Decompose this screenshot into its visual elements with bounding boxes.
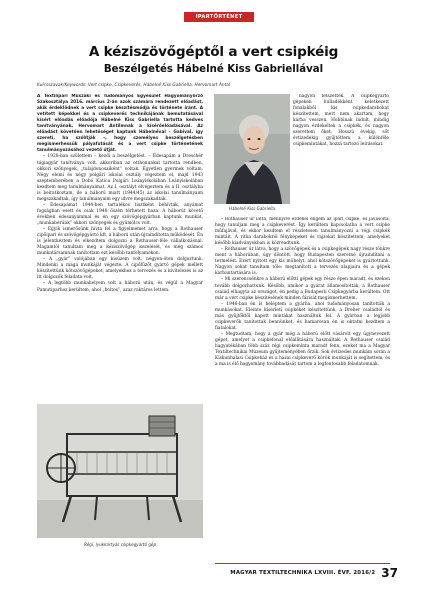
body-paragraph: – 1928-ban születtem – kezdi a beszélgetést. – Édesapám a Dreschér tágiagyár tanítványa volt, akkoriban az otthonunkat tartotta rendben, okkori szőnyegek, „tulajdonosaiként” voltak. Egyetlen gyermek voltam. Négy elemi és négy polgári iskolai osztály végeztem el, majd 1943 szeptemberében a Dobó Katica Polgári Leányiskolában Leányiskolában kezdtem meg tanulmányaimat. Az I. osztályt elvégeztem és a II. osztályba is beiratkoztam, de a háború miatt (1944/45) az iskolai tanulmányaim megszakadtak, így tanulmányaim egy idvre megszakadtak.	[37, 154, 203, 202]
machine-illustration	[37, 404, 203, 538]
section-tag: IPARTÖRTÉNET	[184, 12, 254, 22]
body-column-right-top	[293, 94, 389, 216]
body-column-left	[37, 94, 203, 399]
body-paragraph: – A „gyár” valójában egy kisüzem volt, négyen-öten dolgoztunk. Mindenki a maga munkáját végezte. A cipőfűzőt gyártó gépek mellett készítettünk kötszövőgépeket, amelyekhez a tervezés és a kivitelezés is az itt dolgozók feladata volt.	[37, 257, 203, 281]
body-paragraph: – A legtöbb munkahelyem volt a háború után, és végül a Magyar Pamutiparhoz kerültem, ahol „boltos”, azaz raktáros lettem.	[37, 281, 203, 293]
body-paragraph: – 1946-ban én is beléptem a gyárba, ahol tudományosan tanították a munkásokat. Eleinte kísérleti csipkéket készítettünk, a Dreher családtól és más gyűjtőktől kapott mintákat használtuk fel. A gyárban a legjobb csipkeverők tanítottak bennünket, és hamarosan én is oktatni kezdtem a fiatalokat.	[215, 301, 390, 331]
body-paragraph: – Megtudtam, hogy a gyár még a háború előtt vásárolt egy úgynevezett gépet, amelyet a csipkefonal előállítására használtak. A Rothauser család hagyatékában több száz régi csipkeminta maradt fenn, ezeket ma a Magyar Textiltechnikai Múzeum gyűjteményében őrzik. Sok évtizedes munkám során a Kiskunhalasi Csipkeház és a hazai csipkeverő körök munkáját is segítettem, és a ma is élő hagyomány továbbadását tartom a legfontosabb feladatomnak.	[215, 331, 390, 368]
footer-rule	[215, 563, 390, 564]
portrait-caption: Hábelné Kiss Gabriella	[228, 206, 276, 211]
machine-caption: Régi, lyukkártyás csipkegyártó gép	[83, 542, 157, 547]
body-paragraph: – Rothauser úr látta, mennyire érdekel engem az ipari csipke, és javasolta, hogy tanuljam meg a csipkeverést. Így kerültem kapcsolatba a vert csipke műfajával, és ekkor kezdtem el részletesen tanulmányozni a régi csipkék mintáit. A ritka darabokról fényképeket és rajzokat készítettem, amelyeket később kiadványokban is közreadtunk.	[215, 217, 390, 247]
page-footer	[230, 566, 398, 580]
machine-photo	[37, 404, 203, 538]
body-paragraph: nagyon tetszettek. A csipkegyártó gépeken hulladékként keletkezett fonalakból kis csipkedarabokat készítettem, mert nem akartam, hogy kárba vesszen. Hobbinak indult, mindig nagyon érdekeltek a csipkék, és nagyon szerettem őket. Hosszú évekig, sőt évtizedekig gyűjtöttem a különféle csipkemintákat, hozzá tartozó leírásokat.	[293, 94, 389, 148]
journal-name: MAGYAR TEXTILTECHNIKA LXVIII. ÉVF. 2016/2	[230, 570, 376, 576]
portrait-illustration	[214, 94, 290, 204]
article-title: A kéziszövőgéptől a vert csipkéig	[88, 44, 339, 60]
page-number: 37	[381, 566, 398, 580]
keywords-line: Kulcsszavak/Keywords: Vert csipke, Csipkeverés, Hábelné Kiss Gabriella, Hervomart Antal	[37, 83, 231, 88]
body-paragraph: – Rothauser úr látva, hogy a szövőgépek és a csipkegépek nagy része tönkre ment a háborúban, úgy döntött, hogy Budapesten szeretné újraindítani a termelést. Ezért nyitott egy kis műhelyt, ahol kötszövőgépeket is gyártottunk. Nagyon sokat tanultam tőle: megtanított a tervezés alapjaira és a gépek karbantartására is.	[215, 247, 390, 277]
body-paragraph: – Édesapámat 1944-ben tartalékos tisztként behívták, anyámat fogságban esett és csak 1948 őszén térhetett haza. A háborút követő években édesanyámmal és én egy szövőgépgyárban kaptunk munkát, „munkabérünk” okkori szőnyegek és gyümölcs volt.	[37, 202, 203, 226]
article-subtitle: Beszélgetés Hábelné Kiss Gabriellával	[103, 64, 324, 75]
body-paragraph: – Egyik ismerősünk hívta fel a figyelmemet arra, hogy a Rothauser cipőipari és szövőgépgyártó kft. a háború után újraindította működését. Én is jelentkeztem és elkezdtem dolgozni a Rothauser-féle vállalkozásnál. Magamtól tanultam meg a kéziszövőgép kezelését, és még számos munkatársamnak tanítottam ezt később tanfolyamokon.	[37, 227, 203, 257]
lead-paragraph: A Textilipari Műszaki és Tudományos Egyesület Hagyományőrző Szakosztálya 2016. március 2-án azok számára rendezett előadást, akik érdeklődnek a vert csipke készítésmódja és története iránt. A vetített képekkel és a csipkeverés technikájának bemutatásával kísért előadás előadója Hábelné Kiss Gabriella tartotta kedves tanítványának, Hervomart Antilmnak a kísérőelőadásával. Az előadást követően lehetőséget kaptunk Hábelnéval – Gabival, így szereti, ha szólítják –, hogy személyes beszélgetésben megismerhessük pályafutását és a vert csipke történetének tanulmányozásához vezető útját.	[37, 94, 203, 154]
body-paragraph: – Mi szerencsénkre a háború előtti gépek egy része épen maradt, és ezeken tovább dolgozhattunk. Később, amikor a gyárat államosították, a Rothauser család elhagyta az országot, én pedig a Budapesti Csipkegyárba kerültem. Ott már a vert csipke készítésének minden fázisát megismerhettem.	[215, 277, 390, 301]
portrait-photo	[214, 94, 290, 204]
body-column-right	[215, 217, 390, 560]
